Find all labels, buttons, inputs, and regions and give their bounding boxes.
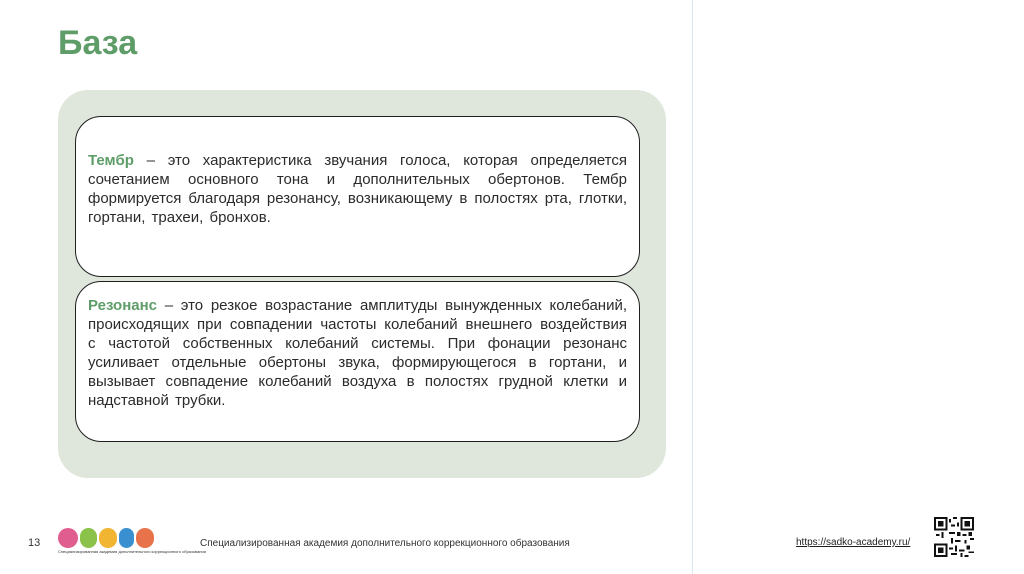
- logo-shape: [80, 528, 98, 548]
- website-link[interactable]: https://sadko-academy.ru/: [796, 537, 911, 548]
- logo-shape: [99, 528, 117, 548]
- logo-caption: Специализированная академия дополнительного коррекционного образования: [58, 549, 206, 554]
- definition-card-timbre: [75, 116, 640, 277]
- logo-shape: [136, 528, 154, 548]
- logo-mark: [58, 528, 154, 548]
- logo-shape: [58, 528, 78, 548]
- page-number: 13: [28, 537, 41, 549]
- term-timbre: Тембр: [88, 152, 134, 169]
- divider-line: [692, 0, 693, 574]
- logo-shape: [119, 528, 135, 548]
- definition-text: [88, 151, 627, 227]
- term-resonance: Резонанс: [88, 297, 158, 314]
- page-title: База: [58, 24, 138, 62]
- definition-card-resonance: [75, 281, 640, 442]
- organization-name: Специализированная академия дополнительного коррекционного образования: [200, 538, 570, 549]
- definition-text: [88, 296, 627, 410]
- definition-body: – это характеристика звучания голоса, которая определяется сочетанием основного тона и дополнительных обертонов. Тембр формируется благодаря резонансу, возникающему в полостях рта, глотки, гортани, трахеи, бронхов.: [88, 152, 627, 226]
- sadko-logo: [58, 528, 206, 558]
- definition-body: – это резкое возрастание амплитуды вынужденных колебаний, происходящих при совпадении частоты колебаний внешнего воздействия с частотой собственных колебаний системы. При фонации резонанс усиливает отдельные обертоны звука, формирующегося в гортани, и вызывает совпадение колебаний воздуха в полостях грудной клетки и надставной трубки.: [88, 297, 627, 409]
- qr-code-icon[interactable]: [934, 517, 974, 557]
